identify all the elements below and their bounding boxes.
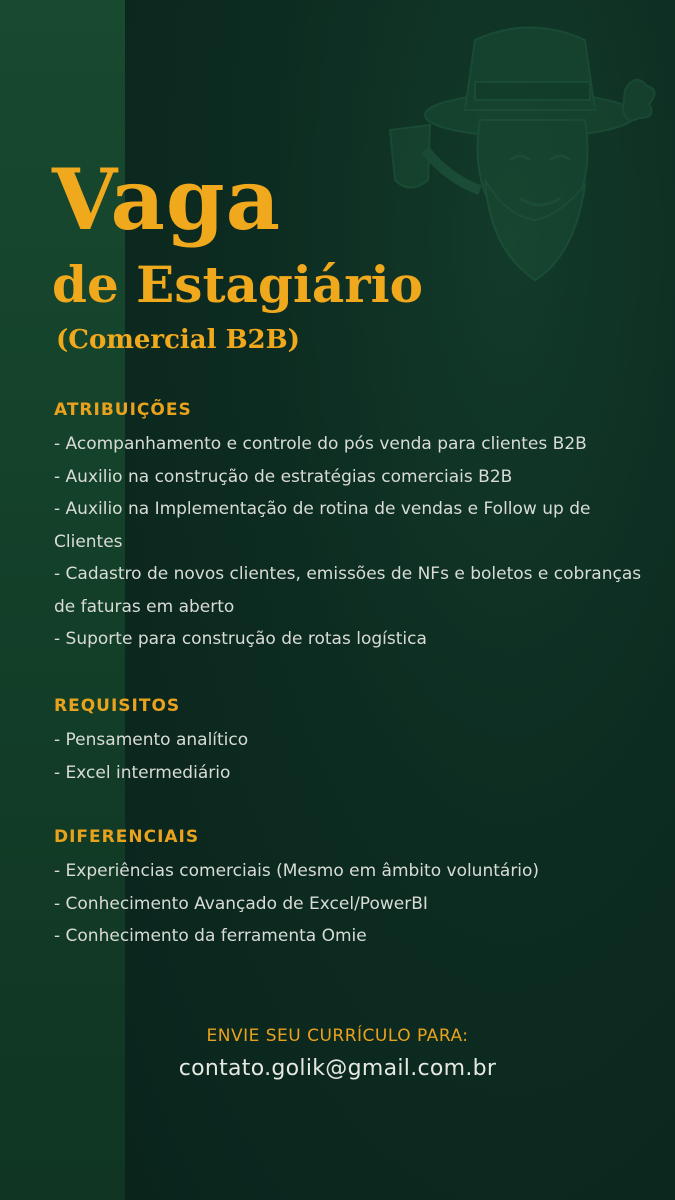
list-item: - Excel intermediário: [54, 762, 231, 783]
section-heading: REQUISITOS: [54, 696, 181, 716]
contact-email-link[interactable]: contato.golik@gmail.com.br: [178, 1056, 497, 1081]
list-item: - Cadastro de novos clientes, emissões de NFs e boletos e cobranças de faturas em aberto: [54, 564, 642, 617]
list-item: - Conhecimento da ferramenta Omie: [54, 926, 367, 946]
page-title: Vaga: [52, 150, 282, 249]
section-list: [54, 855, 644, 953]
list-item: - Auxilio na construção de estratégias comerciais B2B: [54, 466, 513, 487]
leprechaun-mascot-icon: [370, 20, 660, 290]
section-heading: ATRIBUIÇÕES: [54, 400, 192, 420]
list-item: - Experiências comerciais (Mesmo em âmbito voluntário): [54, 861, 540, 881]
cta-label: ENVIE SEU CURRÍCULO PARA:: [206, 1026, 469, 1046]
section-heading: DIFERENCIAIS: [54, 827, 200, 847]
section-atribuicoes: [54, 398, 644, 656]
list-item: - Conhecimento Avançado de Excel/PowerBI: [54, 893, 428, 914]
page-subtitle-detail: (Comercial B2B): [56, 325, 300, 355]
section-requisitos: [54, 694, 644, 789]
section-list: [54, 724, 644, 789]
list-item: - Pensamento analítico: [54, 730, 249, 750]
section-list: [54, 428, 644, 656]
list-item: - Suporte para construção de rotas logística: [54, 629, 427, 649]
list-item: - Acompanhamento e controle do pós venda para clientes B2B: [54, 434, 587, 454]
page-subtitle: de Estagiário: [52, 255, 423, 314]
list-item: - Auxilio na Implementação de rotina de vendas e Follow up de Clientes: [54, 499, 591, 552]
section-diferenciais: [54, 825, 644, 953]
